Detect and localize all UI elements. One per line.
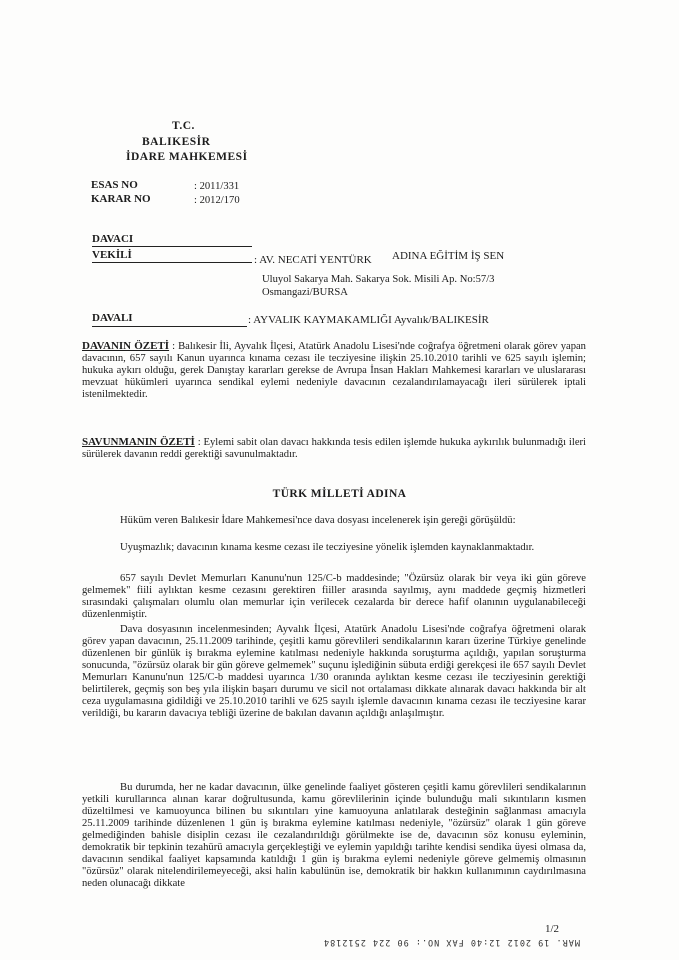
paragraph-1: Hüküm veren Balıkesir İdare Mahkemesi'nce dava dosyası incelenerek işin gereği görüşüldü: xyxy=(120,515,516,526)
davaci-underline xyxy=(92,246,252,247)
esas-label: ESAS NO xyxy=(91,179,138,191)
karar-value: : 2012/170 xyxy=(194,195,240,206)
address-line1: Uluyol Sakarya Mah. Sakarya Sok. Misili Ap. No:57/3 xyxy=(262,274,495,285)
paragraph-4: Dava dosyasının incelenmesinden; Ayvalık İlçesi, Atatürk Anadolu Lisesi'nde coğrafya öğretmeni olarak görev yapan davacının, 25.11.2009 tarihinde, çeşitli kamu görevlileri sendikalarının kararı üzerine Türkiye genelinde düzenlenen bir günlük iş bırakma eylemine katılması nedeniyle hakkında soruşturma açıldığı, yapılan soruşturma sonucunda, "özürsüz olarak bir gün göreve gelmemek" suçunu işlediğinin sübuta erdiği gerekçesi ile 657 sayılı Devlet Memurları Kanunu'nun 125/C-b maddesi uyarınca 1/30 oranında aylıktan kesme cezası ile tecziyesinin gerektiği belirtilerek, geçmiş son beş yıla ilişkin başarı durumu ve sicil not ortalaması dikkate alınarak davacı hakkında bir alt ceza uygulamasına gidildiği ve 25.10.2010 tarihli ve 625 sayılı işlemle davacının kınama cezası ile tecziyesine karar verildiği, bu kararın davacıya tebliği üzerine de bakılan davanın açıldığı anlaşılmıştır. xyxy=(82,624,586,719)
paragraph-2: Uyuşmazlık; davacının kınama kesme cezası ile tecziyesine yönelik işlemden kaynaklanmaktadır. xyxy=(120,542,535,553)
summary-label: DAVANIN ÖZETİ xyxy=(82,340,170,352)
fax-footer: MAR. 19 2012 12:40 FAX NO.: 90 224 2512184 xyxy=(323,937,580,947)
davaci-label: DAVACI xyxy=(92,233,134,245)
header-tc: T.C. xyxy=(172,120,195,132)
header-court: İDARE MAHKEMESİ xyxy=(126,151,248,163)
defense-label: SAVUNMANIN ÖZETİ xyxy=(82,436,195,448)
address-line2: Osmangazi/BURSA xyxy=(262,287,348,298)
davaci-value: ADINA EĞİTİM İŞ SEN xyxy=(392,250,505,262)
davali-underline xyxy=(92,326,247,327)
vekili-label: VEKİLİ xyxy=(92,249,132,261)
vekili-underline xyxy=(92,262,252,263)
paragraph-5: Bu durumda, her ne kadar davacının, ülke genelinde faaliyet gösteren çeşitli kamu görevlileri sendikalarının yetkili kurullarınca alınan karar doğrultusunda, kamu görevlilerinin içinde bulunduğu mali sıkıntıların kısmen düzeltilmesi ve kamuoyunca bilinen bu sıkıntıları yine kamuoyuna anlatılarak desteğinin sağlanması amacıyla 25.11.2009 tarihinde düzenlenen 1 gün iş bırakma eylemine katılması nedeniyle, "özürsüz" olarak 1 gün göreve gelmediğinden bahisle disiplin cezası ile cezalandırıldığı görülmekte ise de, davacının söz konusu eyleminin, demokratik bir tepkinin tezahürü amacıyla gerçekleştiği ve eylemin yapıldığı tarihte kendisi sendika üyesi olmasa da, davacının sendikal faaliyet kapsamında katıldığı 1 gün iş bırakma eylemi nedeniyle göreve gelmemiş olmasının "özürsüz" olarak nitelendirilemeyeceği, aksi halin kabulünün ise, demokratik bir hakkın kullanımının caydırılmasına neden olunacağı dikkate xyxy=(82,782,586,889)
header-city: BALIKESİR xyxy=(142,136,211,148)
vekili-value: : AV. NECATİ YENTÜRK xyxy=(254,254,372,266)
defense-text: : Eylemi sabit olan davacı hakkında tesis edilen işlemde hukuka aykırılık bulunmadığı ileri sürülerek davanın reddi gerektiği savunulmaktadır. xyxy=(82,437,586,460)
davali-value: : AYVALIK KAYMAKAMLIĞI Ayvalık/BALIKESİR xyxy=(248,314,489,326)
summary-text: : Balıkesir İli, Ayvalık İlçesi, Atatürk Anadolu Lisesi'nde coğrafya öğretmeni olarak görev yapan davacının, 657 sayılı Kanun uyarınca kınama cezası ile tecziyesine ilişkin 25.10.2010 tarihli ve 625 sayılı işlemin; hukuka aykırı olduğu, gerek Danıştay kararları gerekse de Avrupa İnsan Hakları Mahkemesi kararları ve uluslararası mevzuat hükümleri uyarınca sendikal eylemi nedeniyle davacının cezalandırılamayacağı ileri sürülerek iptali istenilmektedir. xyxy=(82,341,586,400)
page-number: 1/2 xyxy=(545,923,560,935)
defense-summary xyxy=(82,436,586,461)
davali-label: DAVALI xyxy=(92,312,133,324)
karar-label: KARAR NO xyxy=(91,193,151,205)
paragraph-3: 657 sayılı Devlet Memurları Kanunu'nun 125/C-b maddesinde; "Özürsüz olarak bir veya iki gün göreve gelmemek" fiili aylıktan kesme cezasını gerektiren fiiller arasında sayılmış, aynı maddede geçmiş hizmetleri sırasındaki çalışmaları olumlu olan memurlar için verilecek cezalarda bir derece hafif olanının uygulanabileceği düzenlenmiştir. xyxy=(82,573,586,620)
judgment-title: TÜRK MİLLETİ ADINA xyxy=(272,488,407,500)
esas-value: : 2011/331 xyxy=(194,181,240,192)
case-summary xyxy=(82,340,586,401)
